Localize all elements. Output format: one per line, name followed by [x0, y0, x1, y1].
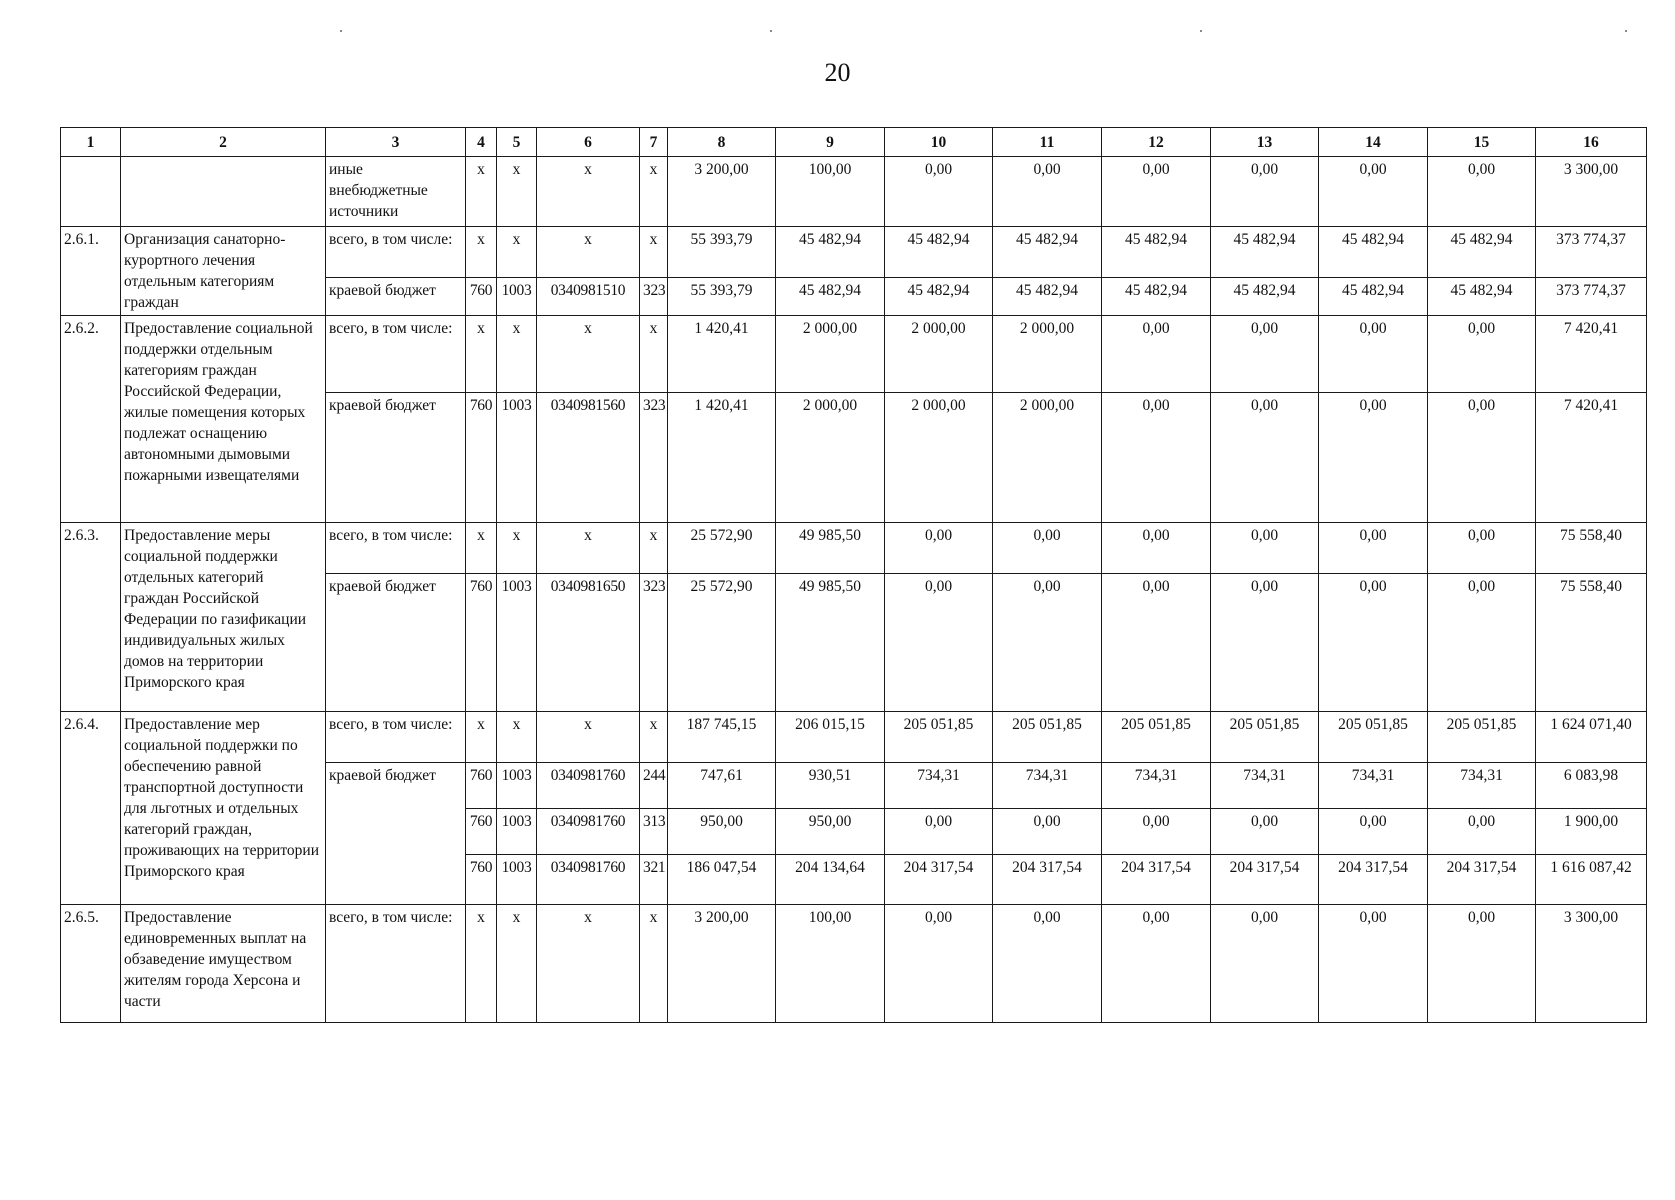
year-value: 930,51 [776, 763, 885, 809]
code-grbs: 760 [466, 763, 497, 809]
year-value: 100,00 [776, 157, 885, 227]
year-value: 0,00 [1102, 157, 1211, 227]
column-header-13: 13 [1211, 128, 1319, 157]
year-value: 205 051,85 [993, 712, 1102, 763]
column-header-10: 10 [885, 128, 993, 157]
year-value: 0,00 [1428, 523, 1536, 574]
year-value: 45 482,94 [993, 227, 1102, 278]
year-value: 734,31 [1211, 763, 1319, 809]
code-rzpr: х [497, 523, 537, 574]
code-rzpr: х [497, 316, 537, 393]
column-header-8: 8 [668, 128, 776, 157]
year-value: 0,00 [1102, 809, 1211, 855]
year-value: 205 051,85 [1102, 712, 1211, 763]
code-grbs: х [466, 712, 497, 763]
row-index: 2.6.4. [61, 712, 121, 905]
code-vr: 313 [640, 809, 668, 855]
column-header-12: 12 [1102, 128, 1211, 157]
row-description: Предоставление социальной поддержки отдельным категориям граждан Российской Федерации, жилые помещения которых подлежат оснащению автономными дымовыми пожарными извещателями [121, 316, 326, 523]
code-grbs: 760 [466, 855, 497, 905]
table-row [61, 227, 1647, 278]
row-description: Предоставление единовременных выплат на обзаведение имуществом жителям города Херсона и части [121, 905, 326, 1023]
year-value: 0,00 [885, 905, 993, 1023]
year-value: 0,00 [885, 574, 993, 712]
year-value: 0,00 [1319, 809, 1428, 855]
year-value: 0,00 [993, 809, 1102, 855]
year-value: 0,00 [1428, 316, 1536, 393]
year-value: 0,00 [993, 157, 1102, 227]
code-rzpr: 1003 [497, 278, 537, 316]
year-value: 0,00 [1319, 905, 1428, 1023]
funding-source: всего, в том числе: [326, 905, 466, 1023]
total-value: 3 300,00 [1536, 905, 1647, 1023]
year-value: 25 572,90 [668, 574, 776, 712]
year-value: 25 572,90 [668, 523, 776, 574]
code-csr: х [537, 712, 640, 763]
scan-dot [1200, 30, 1202, 32]
year-value: 0,00 [1319, 316, 1428, 393]
year-value: 734,31 [993, 763, 1102, 809]
year-value: 49 985,50 [776, 523, 885, 574]
year-value: 206 015,15 [776, 712, 885, 763]
total-value: 1 616 087,42 [1536, 855, 1647, 905]
year-value: 0,00 [1211, 523, 1319, 574]
code-rzpr: 1003 [497, 763, 537, 809]
table-row [61, 712, 1647, 763]
year-value: 950,00 [668, 809, 776, 855]
year-value: 0,00 [885, 523, 993, 574]
row-description: Предоставление меры социальной поддержки отдельных категорий граждан Российской Федерации по газификации индивидуальных жилых домов на территории Приморского края [121, 523, 326, 712]
year-value: 0,00 [1102, 574, 1211, 712]
code-grbs: 760 [466, 809, 497, 855]
code-rzpr: 1003 [497, 855, 537, 905]
year-value: 45 482,94 [1428, 227, 1536, 278]
year-value: 0,00 [1319, 523, 1428, 574]
table-row [61, 523, 1647, 574]
row-index: 2.6.2. [61, 316, 121, 523]
code-vr: х [640, 905, 668, 1023]
code-vr: х [640, 227, 668, 278]
year-value: 45 482,94 [1319, 227, 1428, 278]
year-value: 45 482,94 [1102, 227, 1211, 278]
total-value: 75 558,40 [1536, 523, 1647, 574]
row-index: 2.6.3. [61, 523, 121, 712]
table-row [61, 157, 1647, 227]
code-grbs: х [466, 316, 497, 393]
funding-source: всего, в том числе: [326, 523, 466, 574]
year-value: 0,00 [1102, 523, 1211, 574]
year-value: 0,00 [1102, 316, 1211, 393]
year-value: 2 000,00 [993, 393, 1102, 523]
scan-dot [770, 30, 772, 32]
column-header-3: 3 [326, 128, 466, 157]
year-value: 2 000,00 [885, 316, 993, 393]
year-value: 0,00 [1211, 905, 1319, 1023]
year-value: 45 482,94 [1428, 278, 1536, 316]
code-grbs: х [466, 227, 497, 278]
total-value: 6 083,98 [1536, 763, 1647, 809]
column-header-11: 11 [993, 128, 1102, 157]
code-csr: 0340981760 [537, 855, 640, 905]
code-vr: 323 [640, 278, 668, 316]
year-value: 0,00 [1211, 809, 1319, 855]
column-header-5: 5 [497, 128, 537, 157]
year-value: 204 134,64 [776, 855, 885, 905]
funding-source: всего, в том числе: [326, 712, 466, 763]
code-rzpr: х [497, 227, 537, 278]
table-header [61, 128, 1647, 157]
row-index: 2.6.5. [61, 905, 121, 1023]
code-rzpr: 1003 [497, 809, 537, 855]
code-grbs: 760 [466, 278, 497, 316]
column-header-15: 15 [1428, 128, 1536, 157]
year-value: 45 482,94 [1102, 278, 1211, 316]
year-value: 3 200,00 [668, 157, 776, 227]
code-rzpr: х [497, 905, 537, 1023]
page-number: 20 [824, 58, 851, 87]
code-rzpr: 1003 [497, 393, 537, 523]
funding-source: краевой бюджет [326, 278, 466, 316]
row-description: Организация санаторно-курортного лечения отдельным категориям граждан [121, 227, 326, 316]
column-header-9: 9 [776, 128, 885, 157]
code-rzpr: х [497, 712, 537, 763]
year-value: 0,00 [1428, 809, 1536, 855]
code-csr: х [537, 523, 640, 574]
column-header-2: 2 [121, 128, 326, 157]
funding-source: всего, в том числе: [326, 227, 466, 278]
column-header-4: 4 [466, 128, 497, 157]
year-value: 747,61 [668, 763, 776, 809]
year-value: 0,00 [1319, 574, 1428, 712]
year-value: 204 317,54 [885, 855, 993, 905]
year-value: 45 482,94 [885, 278, 993, 316]
code-csr: 0340981760 [537, 809, 640, 855]
year-value: 204 317,54 [1102, 855, 1211, 905]
year-value: 204 317,54 [993, 855, 1102, 905]
year-value: 204 317,54 [1211, 855, 1319, 905]
year-value: 0,00 [1211, 393, 1319, 523]
year-value: 0,00 [1319, 157, 1428, 227]
column-header-16: 16 [1536, 128, 1647, 157]
year-value: 0,00 [1211, 157, 1319, 227]
row-index [61, 157, 121, 227]
code-csr: х [537, 316, 640, 393]
scan-dot [1625, 30, 1627, 32]
code-csr: 0340981650 [537, 574, 640, 712]
year-value: 0,00 [885, 157, 993, 227]
code-grbs: х [466, 905, 497, 1023]
year-value: 45 482,94 [1211, 227, 1319, 278]
year-value: 205 051,85 [885, 712, 993, 763]
table-body [61, 157, 1647, 1023]
code-grbs: 760 [466, 393, 497, 523]
year-value: 1 420,41 [668, 393, 776, 523]
year-value: 45 482,94 [776, 227, 885, 278]
code-vr: 321 [640, 855, 668, 905]
code-vr: х [640, 523, 668, 574]
code-csr: 0340981510 [537, 278, 640, 316]
row-description: Предоставление мер социальной поддержки по обеспечению равной транспортной доступности для льготных и отдельных категорий граждан, проживающих на территории Приморского края [121, 712, 326, 905]
year-value: 0,00 [1319, 393, 1428, 523]
year-value: 0,00 [993, 905, 1102, 1023]
year-value: 734,31 [1102, 763, 1211, 809]
year-value: 186 047,54 [668, 855, 776, 905]
code-rzpr: х [497, 157, 537, 227]
code-grbs: х [466, 523, 497, 574]
scan-dot [340, 30, 342, 32]
column-header-14: 14 [1319, 128, 1428, 157]
total-value: 7 420,41 [1536, 316, 1647, 393]
year-value: 45 482,94 [993, 278, 1102, 316]
code-vr: 323 [640, 574, 668, 712]
year-value: 45 482,94 [885, 227, 993, 278]
code-csr: х [537, 157, 640, 227]
year-value: 734,31 [1319, 763, 1428, 809]
column-header-1: 1 [61, 128, 121, 157]
year-value: 0,00 [1211, 574, 1319, 712]
funding-source: иные внебюджетные источники [326, 157, 466, 227]
year-value: 734,31 [1428, 763, 1536, 809]
code-vr: 244 [640, 763, 668, 809]
year-value: 0,00 [1428, 905, 1536, 1023]
year-value: 734,31 [885, 763, 993, 809]
total-value: 1 900,00 [1536, 809, 1647, 855]
total-value: 1 624 071,40 [1536, 712, 1647, 763]
code-vr: х [640, 712, 668, 763]
year-value: 0,00 [1102, 905, 1211, 1023]
year-value: 1 420,41 [668, 316, 776, 393]
header-row [61, 128, 1647, 157]
year-value: 205 051,85 [1428, 712, 1536, 763]
code-grbs: х [466, 157, 497, 227]
funding-source: краевой бюджет [326, 393, 466, 523]
total-value: 373 774,37 [1536, 278, 1647, 316]
funding-source: краевой бюджет [326, 574, 466, 712]
code-csr: х [537, 905, 640, 1023]
code-vr: х [640, 316, 668, 393]
funding-source: всего, в том числе: [326, 316, 466, 393]
total-value: 3 300,00 [1536, 157, 1647, 227]
year-value: 0,00 [993, 574, 1102, 712]
year-value: 55 393,79 [668, 227, 776, 278]
year-value: 45 482,94 [1319, 278, 1428, 316]
year-value: 0,00 [885, 809, 993, 855]
year-value: 45 482,94 [776, 278, 885, 316]
year-value: 204 317,54 [1319, 855, 1428, 905]
year-value: 0,00 [993, 523, 1102, 574]
code-csr: 0340981560 [537, 393, 640, 523]
code-csr: 0340981760 [537, 763, 640, 809]
funding-source: краевой бюджет [326, 763, 466, 905]
year-value: 0,00 [1428, 574, 1536, 712]
year-value: 45 482,94 [1211, 278, 1319, 316]
code-grbs: 760 [466, 574, 497, 712]
column-header-7: 7 [640, 128, 668, 157]
year-value: 2 000,00 [885, 393, 993, 523]
year-value: 187 745,15 [668, 712, 776, 763]
year-value: 100,00 [776, 905, 885, 1023]
year-value: 0,00 [1428, 393, 1536, 523]
year-value: 950,00 [776, 809, 885, 855]
code-rzpr: 1003 [497, 574, 537, 712]
year-value: 55 393,79 [668, 278, 776, 316]
year-value: 204 317,54 [1428, 855, 1536, 905]
total-value: 75 558,40 [1536, 574, 1647, 712]
code-vr: х [640, 157, 668, 227]
year-value: 2 000,00 [993, 316, 1102, 393]
code-csr: х [537, 227, 640, 278]
total-value: 373 774,37 [1536, 227, 1647, 278]
year-value: 2 000,00 [776, 316, 885, 393]
total-value: 7 420,41 [1536, 393, 1647, 523]
year-value: 3 200,00 [668, 905, 776, 1023]
year-value: 0,00 [1428, 157, 1536, 227]
budget-table [60, 127, 1647, 1023]
row-index: 2.6.1. [61, 227, 121, 316]
year-value: 2 000,00 [776, 393, 885, 523]
year-value: 205 051,85 [1319, 712, 1428, 763]
year-value: 0,00 [1211, 316, 1319, 393]
table-row [61, 316, 1647, 393]
year-value: 0,00 [1102, 393, 1211, 523]
row-description [121, 157, 326, 227]
column-header-6: 6 [537, 128, 640, 157]
table-row [61, 905, 1647, 1023]
year-value: 49 985,50 [776, 574, 885, 712]
code-vr: 323 [640, 393, 668, 523]
year-value: 205 051,85 [1211, 712, 1319, 763]
